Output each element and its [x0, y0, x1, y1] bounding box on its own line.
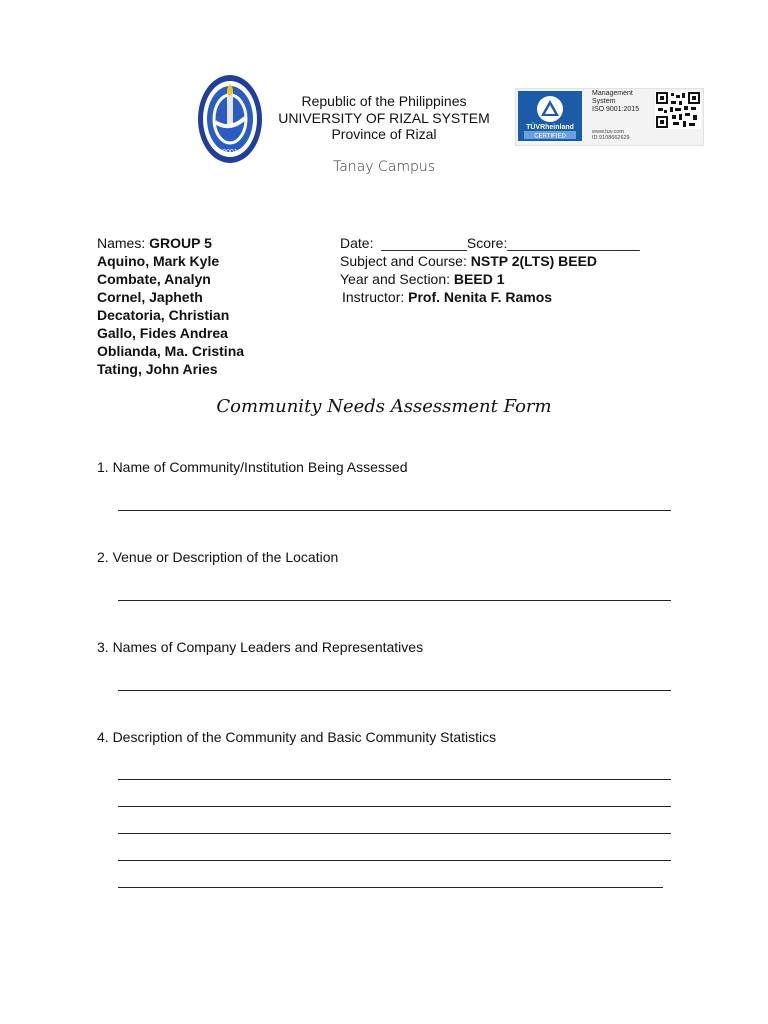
question-3: 3. Names of Company Leaders and Representatives — [97, 639, 424, 655]
tuv-triangle-icon — [518, 91, 582, 141]
names-row — [97, 234, 244, 252]
svg-text:2001: 2001 — [222, 149, 238, 156]
member-name: Aquino, Mark Kyle — [97, 253, 220, 269]
group-names-block — [97, 234, 244, 378]
date-score-row: Date: ___________Score:_________________ — [340, 235, 640, 251]
course-info-block — [340, 234, 640, 306]
group-name: GROUP 5 — [149, 235, 212, 251]
question-2: 2. Venue or Description of the Location — [97, 549, 339, 565]
subject-value: NSTP 2(LTS) BEED — [470, 253, 598, 269]
header-republic: Republic of the Philippines — [301, 93, 467, 109]
cert-line-3: ISO 9001:2015 — [592, 106, 640, 113]
tuv-certified-text: CERTIFIED — [534, 133, 566, 140]
certification-text — [592, 90, 639, 114]
answer-line-4d[interactable] — [118, 860, 671, 861]
member-name: Tating, John Aries — [97, 361, 218, 377]
form-title: Community Needs Assessment Form — [216, 396, 552, 417]
member-name: Decatoria, Christian — [97, 307, 230, 323]
answer-line-3[interactable] — [118, 690, 671, 691]
header-campus: Tanay Campus — [332, 159, 436, 175]
cert-line-2: System — [592, 98, 616, 105]
qr-code-icon — [655, 91, 701, 129]
cert-line-1: Management — [592, 90, 633, 97]
answer-line-4a[interactable] — [118, 779, 671, 780]
header-block — [270, 93, 498, 143]
answer-line-1[interactable] — [118, 510, 671, 511]
cert-id: ID 9108662629 — [592, 135, 630, 141]
header-university: UNIVERSITY OF RIZAL SYSTEM — [278, 109, 490, 126]
names-label: Names: — [97, 235, 150, 251]
instructor-label: Instructor: — [342, 289, 409, 305]
instructor-value: Prof. Nenita F. Ramos — [408, 289, 553, 305]
subject-label: Subject and Course: — [340, 253, 471, 269]
question-1: 1. Name of Community/Institution Being Assessed — [97, 459, 408, 475]
year-label: Year and Section: — [340, 271, 454, 287]
question-4: 4. Description of the Community and Basic Community Statistics — [97, 729, 497, 745]
tuv-logo — [518, 91, 582, 141]
answer-line-4b[interactable] — [118, 806, 671, 807]
university-seal-logo — [197, 74, 263, 164]
year-section-row — [340, 270, 640, 288]
answer-line-2[interactable] — [118, 600, 671, 601]
member-name: Combate, Analyn — [97, 271, 211, 287]
header-province: Province of Rizal — [331, 126, 437, 142]
answer-line-4e[interactable] — [118, 887, 663, 888]
member-name: Gallo, Fides Andrea — [97, 325, 228, 341]
answer-line-4c[interactable] — [118, 833, 671, 834]
certification-badge — [515, 88, 704, 146]
certification-url — [592, 129, 630, 141]
subject-row — [340, 252, 640, 270]
cert-url: www.tuv.com — [592, 129, 624, 135]
member-name: Oblianda, Ma. Cristina — [97, 343, 245, 359]
year-value: BEED 1 — [453, 271, 505, 287]
member-name: Cornel, Japheth — [97, 289, 203, 305]
instructor-row — [340, 288, 640, 306]
tuv-brand-text: TÜVRheinland — [526, 124, 574, 131]
